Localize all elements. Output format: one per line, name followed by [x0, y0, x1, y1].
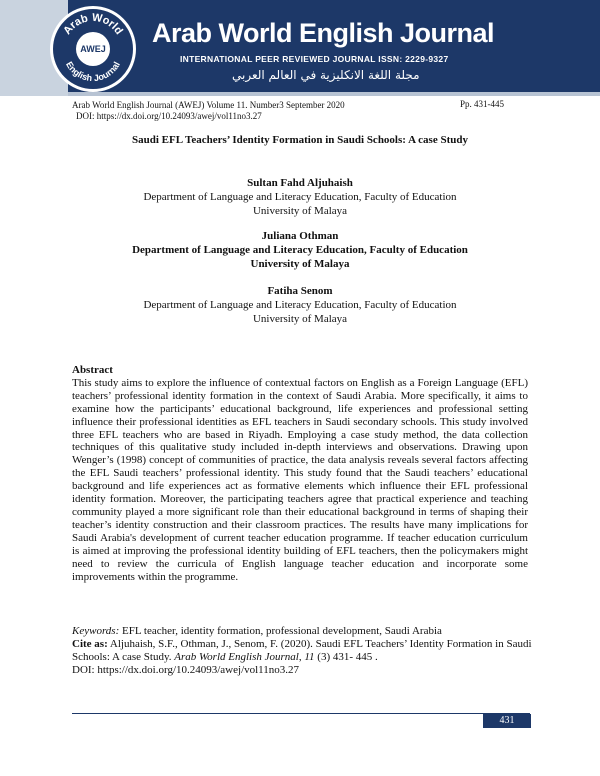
cite-doi[interactable]: DOI: https://dx.doi.org/10.24093/awej/vol11no3.27	[72, 663, 300, 676]
author-block-1	[0, 176, 600, 218]
cite-volume: 11	[304, 650, 315, 663]
doi-line[interactable]: DOI: https://dx.doi.org/10.24093/awej/vol11no3.27	[76, 111, 262, 121]
author-department: Department of Language and Literacy Education, Faculty of Education	[143, 299, 457, 311]
page-range: Pp. 431-445	[460, 99, 505, 109]
paper-title: Saudi EFL Teachers’ Identity Formation in Saudi Schools: A case Study	[132, 134, 468, 146]
author-department: Department of Language and Literacy Education, Faculty of Education	[143, 191, 457, 203]
cite-as-label: Cite as:	[72, 637, 108, 650]
author-block-3	[0, 284, 600, 326]
cite-comma: ,	[298, 650, 305, 663]
author-university: University of Malaya	[252, 313, 348, 325]
author-department: Department of Language and Literacy Education, Faculty of Education	[132, 244, 468, 256]
abstract-heading: Abstract	[72, 364, 113, 376]
journal-arabic-name: مجلة اللغة الانكليزية في العالم العربي	[232, 68, 420, 82]
journal-seal-logo	[50, 6, 136, 92]
page-number: 431	[483, 714, 531, 728]
keywords-label: Keywords:	[72, 625, 120, 637]
seal-bottom-text: English Journal	[64, 59, 122, 84]
author-name: Juliana Othman	[261, 230, 339, 242]
author-university: University of Malaya	[250, 258, 350, 270]
abstract-section	[72, 364, 528, 583]
footer-rule	[72, 713, 530, 714]
cite-text-b: (3) 431- 445 .	[314, 650, 378, 663]
cite-journal: Arab World English Journal	[174, 650, 299, 663]
journal-subtitle: INTERNATIONAL PEER REVIEWED JOURNAL ISSN: 2229-9327	[180, 54, 449, 64]
author-name: Fatiha Senom	[267, 285, 333, 297]
keywords-line	[72, 625, 532, 638]
author-name: Sultan Fahd Aljuhaish	[247, 177, 353, 189]
author-block-2	[0, 229, 600, 271]
keywords-text: EFL teacher, identity formation, professional development, Saudi Arabia	[119, 625, 442, 637]
cite-text-a: Aljuhaish, S.F., Othman, J., Senom, F. (2020). Saudi EFL Teachers’ Identity Formation in Saudi Schools: A case Study.	[72, 637, 532, 663]
journal-name: Arab World English Journal	[152, 18, 495, 48]
seal-top-text: Arab World	[61, 11, 125, 37]
keywords-and-citation	[72, 625, 532, 677]
journal-banner	[0, 0, 600, 96]
cite-as-line	[72, 638, 532, 664]
author-university: University of Malaya	[252, 205, 348, 217]
banner-rule	[68, 92, 600, 96]
seal-center-text: AWEJ	[76, 32, 110, 66]
abstract-body: This study aims to explore the influence of contextual factors on English as a Foreign Language (EFL) teachers’ professional identity formation in the context of Saudi Arabia. More specifically, it aims to examine how the participants’ educational background, life experiences and professional setting influence their professional identities as EFL teachers in Saudi secondary schools. This study involved three EFL teachers who are based in Riyadh. Employing a case study method, the data collection techniques of this qualitative study included in-depth interviews and observations. Drawing upon Wenger’s (1998) concept of communities of practice, the data analysis reveals several factors affecting the EFL Saudi teachers’ professional identity. This study found that the Saudi teachers’ educational background and life experiences act as formative elements which influence their EFL professional identity formation. Moreover, the participating teachers agree that practical experience and teaching community played a more significant role than their educational background in terms of shaping their teacher’s identity construction and their classroom practices. The results have many implications for Saudi Arabia's development of current teacher education programme. If teacher education curriculum is aimed at improving the professional identity building of EFL teachers, then the policymakers might need to review the curricula of English language teacher education and incorporate some improvements within the programme.	[72, 376, 528, 583]
citation-line: Arab World English Journal (AWEJ) Volume 11. Number3 September 2020	[72, 100, 345, 110]
